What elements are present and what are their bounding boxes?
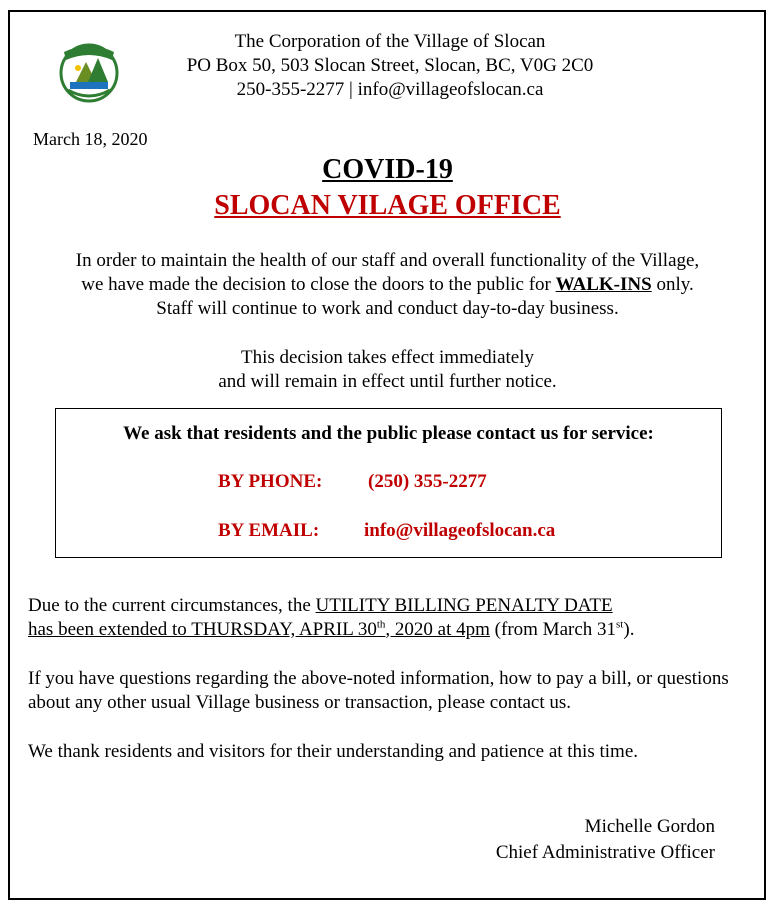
signatory-name: Michelle Gordon [584, 816, 715, 837]
letterhead-contact: 250-355-2277 | info@villageofslocan.ca [236, 79, 544, 100]
village-seal-icon [56, 38, 122, 104]
contact-box [55, 408, 722, 558]
original-date: (from March 31st). [489, 618, 635, 640]
notice-title: COVID-19 [322, 154, 453, 185]
closure-line-2 [20, 273, 755, 297]
signature-block [496, 814, 715, 866]
thanks-paragraph: We thank residents and visitors for their understanding and patience at this time. [28, 741, 639, 762]
closure-paragraph [20, 249, 755, 321]
penalty-date-label: UTILITY BILLING PENALTY DATE [315, 595, 613, 616]
closure-text-end: only. [651, 274, 694, 295]
walk-ins-emphasis: WALK-INS [555, 274, 652, 295]
notice-subtitle: SLOCAN VILAGE OFFICE [214, 190, 561, 221]
closure-line-1: In order to maintain the health of our staff and overall functionality of the Village, [75, 250, 700, 271]
closure-text: we have made the decision to close the doors to the public for [81, 274, 556, 295]
phone-value: (250) 355-2277 [368, 471, 487, 492]
email-label: BY EMAIL: [218, 520, 320, 541]
letterhead-name: The Corporation of the Village of Slocan [234, 31, 546, 52]
extension-text: has been extended to THURSDAY, APRIL 30th, 2020 at 4pm [28, 618, 490, 640]
effect-line-2: and will remain in effect until further notice. [218, 371, 557, 392]
signatory-role: Chief Administrative Officer [495, 842, 715, 863]
notice-date: March 18, 2020 [33, 129, 148, 149]
letterhead [130, 30, 650, 102]
email-value: info@villageofslocan.ca [364, 520, 556, 541]
phone-label: BY PHONE: [218, 471, 323, 492]
billing-text: Due to the current circumstances, the [28, 595, 316, 616]
letterhead-address: PO Box 50, 503 Slocan Street, Slocan, BC, V0G 2C0 [186, 55, 594, 76]
questions-paragraph: If you have questions regarding the above-noted information, how to pay a bill, or questions about any other usual Village business or transaction, please contact us. [28, 668, 729, 713]
billing-paragraph [28, 594, 758, 642]
contact-heading: We ask that residents and the public please contact us for service: [123, 423, 654, 444]
effect-line-1: This decision takes effect immediately [241, 347, 534, 368]
closure-line-3: Staff will continue to work and conduct day-to-day business. [156, 298, 619, 319]
effect-paragraph [20, 346, 755, 394]
